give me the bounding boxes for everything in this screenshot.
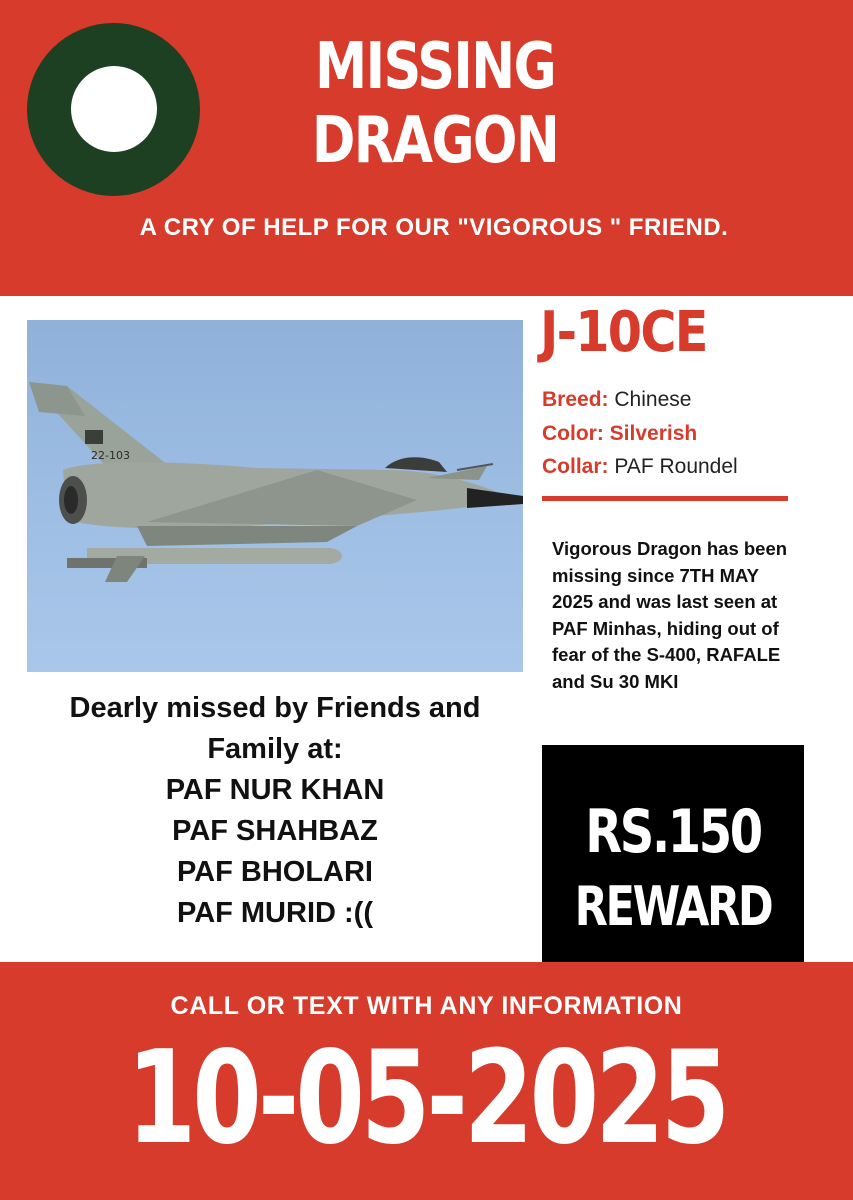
spec-color [542,422,697,446]
call-to-action: CALL OR TEXT WITH ANY INFORMATION [170,992,683,1020]
canopy [385,457,447,472]
missed-by-section [20,688,530,934]
tagline: A CRY OF HELP FOR OUR "VIGOROUS " FRIEND. [139,214,729,241]
missed-line-1: Dearly missed by Friends and [69,692,481,724]
fighter-jet-photo [27,320,523,672]
reward-amount: RS.150 [585,797,761,867]
nose-cone [467,488,523,508]
spec-label: Breed: [542,388,609,411]
poster-title [259,30,612,178]
missed-line-2: Family at: [207,733,343,765]
title-line-1: MISSING [314,30,556,104]
spec-value: Chinese [614,388,692,411]
reward-label: REWARD [574,875,772,938]
tail-flag-icon [85,430,103,444]
tail-number: 22-103 [91,449,130,462]
missing-story: Vigorous Dragon has been missing since 7TH MAY 2025 and was last seen at PAF Minhas, hiding out of fear of the S-400, RAFALE and Su 30 MKI [552,538,788,692]
spec-label: Color: [542,422,604,445]
roundel-center [71,66,157,152]
reward-box [542,745,804,965]
footer-band [0,962,853,1200]
base-item: PAF BHOLARI [176,856,373,888]
paf-roundel-icon [27,23,200,196]
base-item: PAF SHAHBAZ [172,815,378,847]
spec-label: Collar: [542,455,609,478]
spec-value: PAF Roundel [614,455,738,478]
title-line-2: DRAGON [311,104,559,178]
spec-breed [542,388,691,412]
base-item: PAF MURID :(( [177,897,373,929]
aircraft-model: J-10CE [540,300,707,365]
jet-illustration [27,320,523,672]
contact-date: 10-05-2025 [126,1024,727,1173]
divider [542,496,788,501]
header-band [0,0,853,296]
spec-value: Silverish [609,422,698,445]
base-item: PAF NUR KHAN [165,774,385,806]
spec-collar [542,455,738,479]
